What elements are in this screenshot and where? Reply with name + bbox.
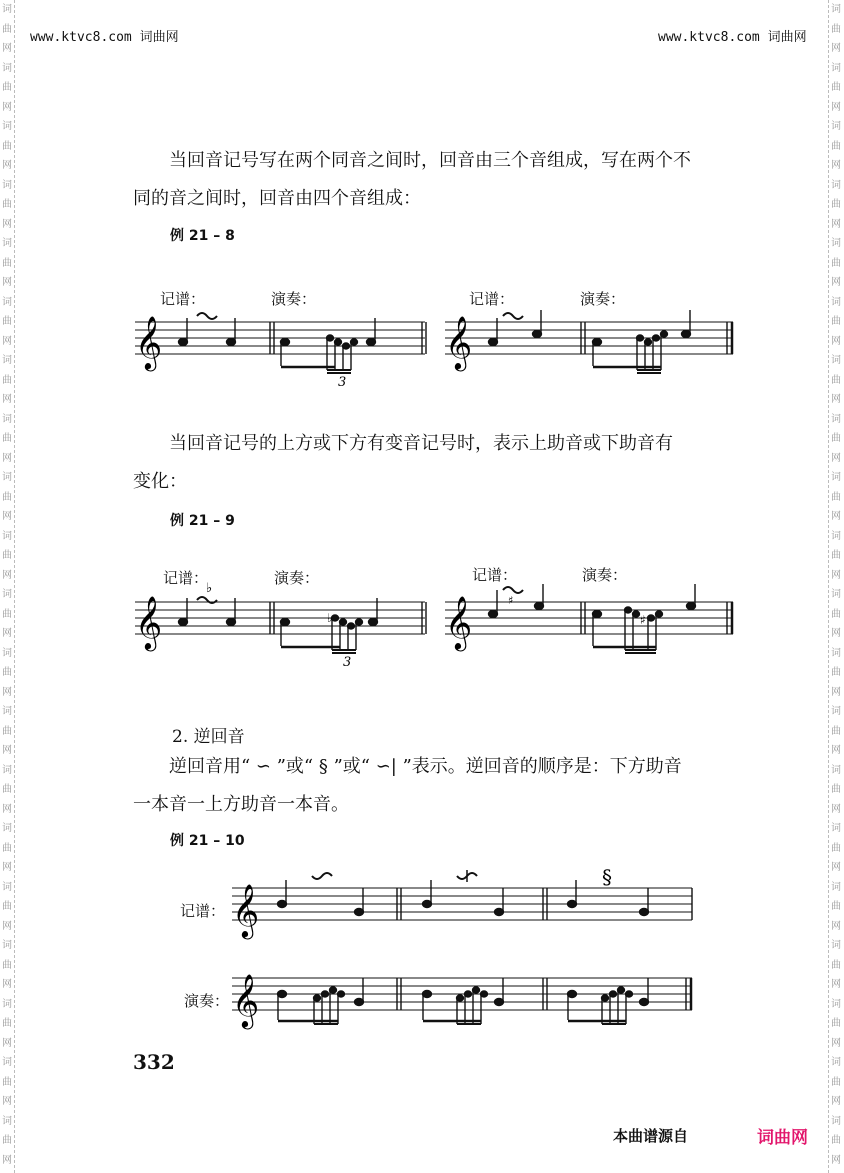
treble-clef-icon: 𝄞 [232, 883, 260, 937]
ex1-performance-label-1: 演奏： [271, 290, 317, 308]
paragraph-3-line-2: 一本音一上方助音一本音。 [133, 794, 349, 815]
footer-brand-link[interactable]: 词曲网 [757, 1128, 808, 1148]
vertical-turn-sign-icon: § [602, 865, 612, 889]
flat-sign-icon: ♭ [206, 581, 213, 596]
paragraph-3-line-1: 逆回音用“ ∽ ”或“ § ”或“ ∽| ”表示。逆回音的顺序是：下方助音 [169, 756, 682, 777]
ex2-performance-label-2: 演奏： [582, 566, 628, 584]
triplet-number: 3 [338, 375, 347, 390]
ex2-performance-label-1: 演奏： [274, 569, 320, 587]
example-21-9-label: 例 21 – 9 [170, 513, 235, 529]
example-21-10-performance-staff [232, 958, 694, 1028]
turn-sign-icon [197, 313, 217, 319]
sharp-sign-icon: ♯ [508, 594, 514, 607]
ex2-notation-label-2: 记谱： [472, 566, 518, 584]
example-21-8-label: 例 21 – 8 [170, 228, 235, 244]
example-21-9-staff [135, 581, 735, 670]
header-url-left[interactable]: www.ktvc8.com 词曲网 [30, 30, 179, 45]
ex1-notation-label-2: 记谱： [469, 290, 515, 308]
page-number: 332 [133, 1050, 175, 1074]
treble-clef-icon: 𝄞 [135, 315, 163, 369]
paragraph-1-line-2: 同的音之间时，回音由四个音组成： [133, 188, 421, 209]
paragraph-1 [133, 142, 743, 218]
ex3-notation-label: 记谱： [180, 902, 226, 920]
treble-clef-icon: 𝄞 [445, 315, 473, 369]
paragraph-2-line-1: 当回音记号的上方或下方有变音记号时，表示上助音或下助音有 [169, 433, 673, 454]
ex3-performance-label: 演奏： [184, 992, 230, 1010]
inverted-turn-sign-icon [312, 873, 332, 879]
paragraph-2 [133, 425, 743, 501]
example-21-10-label: 例 21 – 10 [170, 833, 245, 849]
footer-source-text: 本曲谱源自 [613, 1127, 689, 1145]
ex1-performance-label-2: 演奏： [580, 290, 626, 308]
sharp-sign-icon: ♯ [640, 613, 646, 627]
ex2-notation-label-1: 记谱： [163, 569, 209, 587]
header-url-right[interactable]: www.ktvc8.com 词曲网 [658, 30, 807, 45]
turn-sign-icon [503, 313, 523, 319]
left-watermark-strip: 词曲网词曲网词曲网词曲网词曲网词曲网词曲网词曲网词曲网词曲网词曲网词曲网词曲网词曲网词曲网词曲网词曲网词曲网词曲网词曲网 [0, 0, 15, 1173]
paragraph-2-line-2: 变化： [133, 471, 187, 492]
paragraph-1-line-1: 当回音记号写在两个同音之间时，回音由三个音组成，写在两个不 [169, 150, 691, 171]
ex1-notation-label-1: 记谱： [160, 290, 206, 308]
treble-clef-icon: 𝄞 [445, 595, 473, 649]
example-21-8-staff [135, 310, 735, 390]
section-heading: 2. 逆回音 [172, 727, 245, 747]
example-21-10-notation-staff [232, 865, 694, 937]
right-watermark-strip: 词曲网词曲网词曲网词曲网词曲网词曲网词曲网词曲网词曲网词曲网词曲网词曲网词曲网词曲网词曲网词曲网词曲网词曲网词曲网词曲网 [828, 0, 843, 1173]
triplet-number: 3 [343, 655, 352, 670]
flat-sign-icon: ♭ [327, 611, 333, 625]
turn-sign-icon [503, 587, 523, 593]
treble-clef-icon: 𝄞 [232, 973, 260, 1027]
paragraph-3 [133, 748, 743, 824]
treble-clef-icon: 𝄞 [135, 595, 163, 649]
